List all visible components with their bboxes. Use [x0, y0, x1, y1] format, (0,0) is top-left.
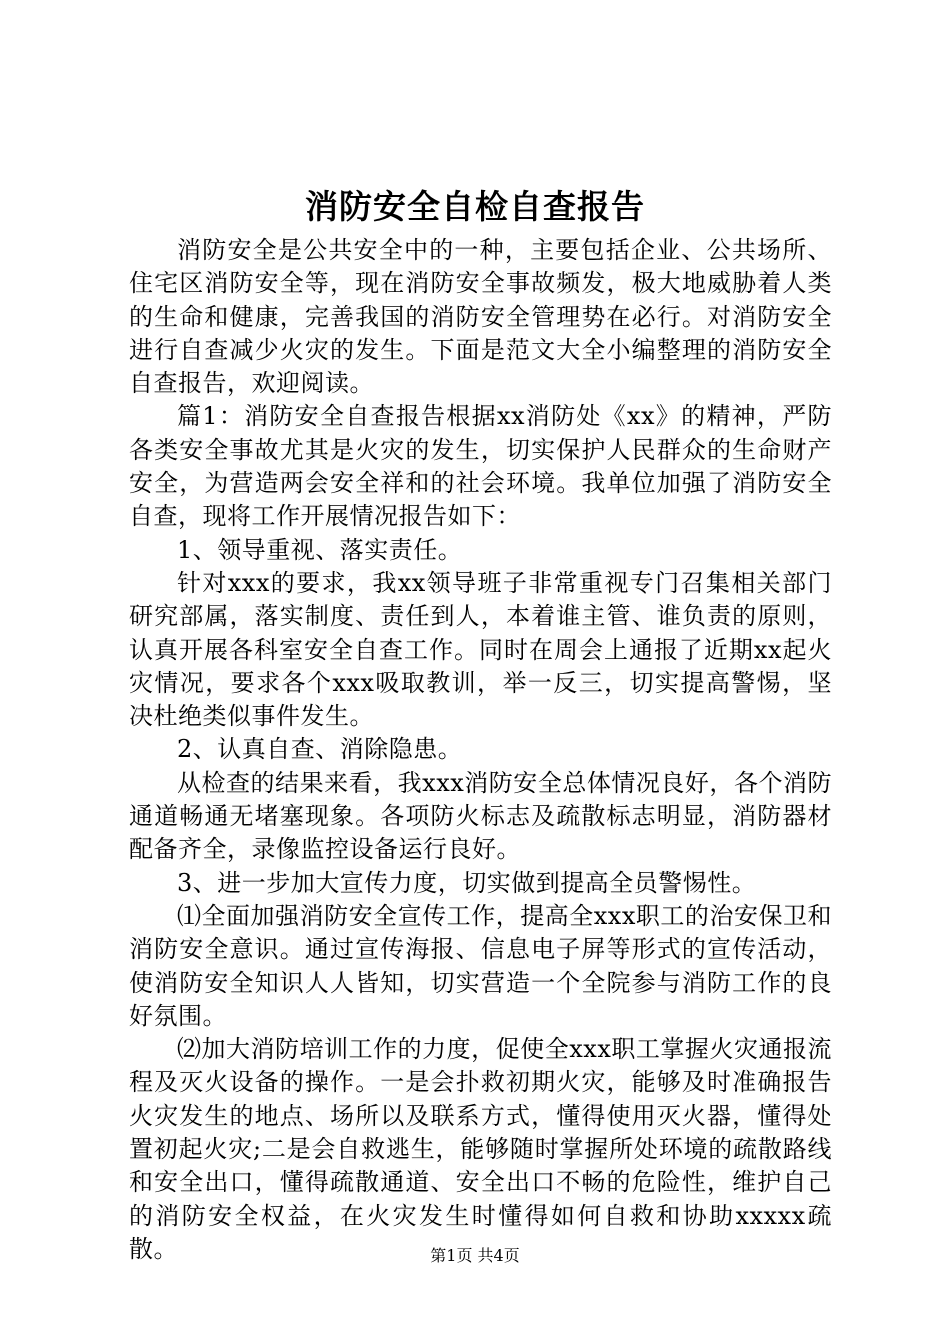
paragraph-section-1-intro: 篇1：消防安全自查报告根据xx消防处《xx》的精神，严防各类安全事故尤其是火灾的发生，切实保护人民群众的生命财产安全，为营造两会安全祥和的社会环境。我单位加强了消防安全自查，现将工作开展情况报告如下： [129, 402, 832, 531]
paragraph-item-3-1: ⑴全面加强消防安全宣传工作，提高全xxx职工的治安保卫和消防安全意识。通过宣传海报、信息电子屏等形式的宣传活动，使消防安全知识人人皆知，切实营造一个全院参与消防工作的良好氛围。 [129, 901, 832, 1030]
heading-item-3: 3、进一步加大宣传力度，切实做到提高全员警惕性。 [177, 868, 757, 897]
document-title: 消防安全自检自查报告 [305, 187, 645, 226]
page-footer: 第1页 共4页 [430, 1246, 520, 1265]
paragraph-item-2: 从检查的结果来看，我xxx消防安全总体情况良好，各个消防通道畅通无堵塞现象。各项防火标志及疏散标志明显，消防器材配备齐全，录像监控设备运行良好。 [129, 768, 832, 864]
paragraph-item-3-2: ⑵加大消防培训工作的力度，促使全xxx职工掌握火灾通报流程及灭火设备的操作。一是会扑救初期火灾，能够及时准确报告火灾发生的地点、场所以及联系方式，懂得使用灭火器，懂得处置初起火灾;二是会自救逃生，能够随时掌握所处环境的疏散路线和安全出口，懂得疏散通道、安全出口不畅的危险性，维护自己的消防安全权益，在火灾发生时懂得如何自救和协助xxxxx疏散。 [129, 1035, 832, 1263]
document-body [129, 234, 832, 1266]
paragraph-intro: 消防安全是公共安全中的一种，主要包括企业、公共场所、住宅区消防安全等，现在消防安全事故频发，极大地威胁着人类的生命和健康，完善我国的消防安全管理势在必行。对消防安全进行自查减少火灾的发生。下面是范文大全小编整理的消防安全自查报告，欢迎阅读。 [129, 236, 832, 398]
heading-item-2: 2、认真自查、消除隐患。 [177, 735, 463, 764]
heading-item-1: 1、领导重视、落实责任。 [177, 535, 463, 564]
paragraph-item-1: 针对xxx的要求，我xx领导班子非常重视专门召集相关部门研究部属，落实制度、责任到人，本着谁主管、谁负责的原则，认真开展各科室安全自查工作。同时在周会上通报了近期xx起火灾情况，要求各个xxx吸取教训，举一反三，切实提高警惕，坚决杜绝类似事件发生。 [129, 568, 832, 731]
